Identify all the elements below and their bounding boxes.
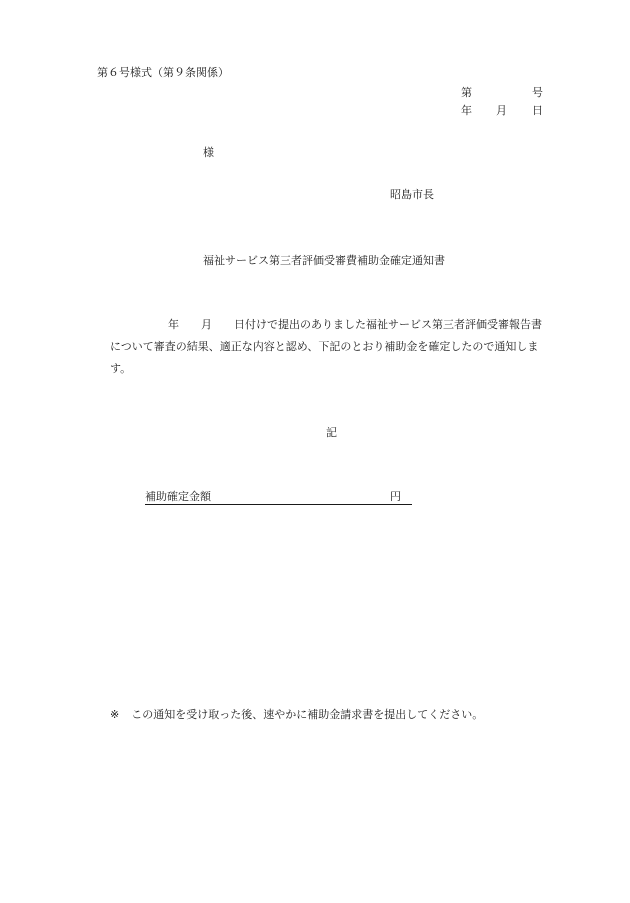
ki-heading: 記	[326, 426, 337, 439]
body-line-3: す。	[110, 362, 132, 375]
sender-name: 昭島市長	[390, 188, 434, 201]
footnote	[110, 708, 483, 722]
recipient-honorific: 様	[203, 146, 214, 159]
note-mark: ※	[110, 708, 120, 721]
date-month-label: 月	[496, 104, 507, 117]
document-number-suffix: 号	[532, 86, 543, 99]
form-number: 第６号様式（第９条関係）	[97, 66, 229, 79]
body-line-2: について審査の結果、適正な内容と認め、下記のとおり補助金を確定したので通知しま	[110, 340, 539, 353]
date-year-label: 年	[461, 104, 472, 117]
amount-label: 補助確定金額	[145, 490, 211, 503]
document-title: 福祉サービス第三者評価受審費補助金確定通知書	[203, 254, 445, 267]
amount-unit: 円	[390, 490, 401, 503]
document-number-prefix: 第	[461, 86, 472, 99]
date-day-label: 日	[532, 104, 543, 117]
amount-field	[145, 490, 412, 505]
body-line-1: 年 月 日付けで提出のありました福祉サービス第三者評価受審報告書	[168, 318, 542, 331]
note-text: この通知を受け取った後、速やかに補助金請求書を提出してください。	[131, 708, 484, 721]
